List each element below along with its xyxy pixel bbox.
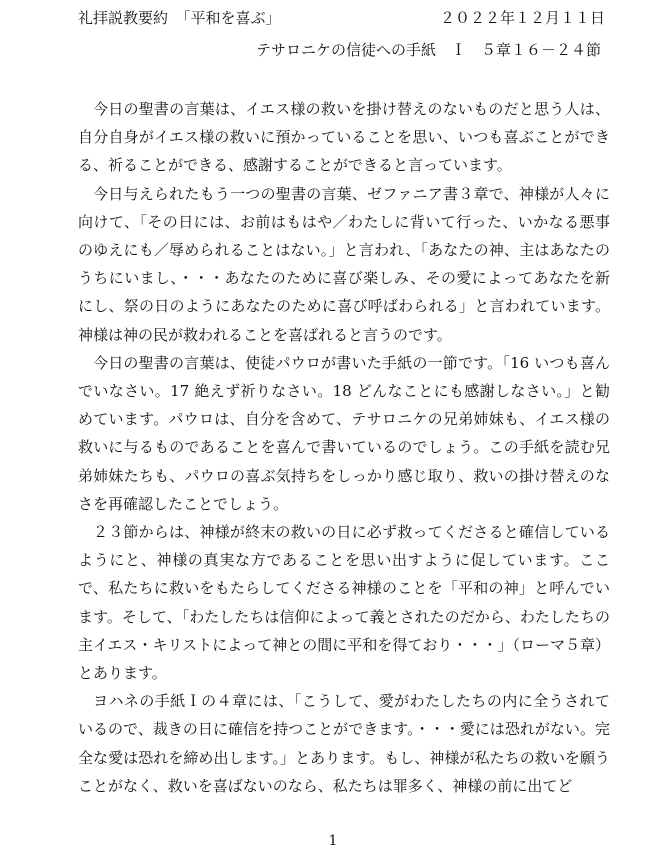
paragraph-3: 今日の聖書の言葉は、使徒パウロが書いた手紙の一節です。「16 いつも喜んでいなさい。17 絶えず祈りなさい。18 どんなことにも感謝しなさい。」と勧めています。パウロは、自分を含めて、テサロニケの兄弟姉妹も、イエス様の救いに与るものであることを喜んで書いているのでしょう。この手紙を読む兄弟姉妹たちも、パウロの喜ぶ気持ちをしっかり感じ取り、救いの掛け替えのなさを再確認したことでしょう。	[78, 353, 610, 513]
paragraph-1: 今日の聖書の言葉は、イエス様の救いを掛け替えのないものだと思う人は、自分自身がイエス様の救いに預かっていることを思い、いつも喜ぶことができる、祈ることができる、感謝することができると言っています。	[78, 100, 610, 175]
paragraph-4: ２３節からは、神様が終末の救いの日に必ず救ってくださると確信しているようにと、神様の真実な方であることを思い出すように促しています。ここで、私たちに救いをもたらしてくださる神様のことを「平和の神」と呼んでいます。そして、「わたしたちは信仰によって義とされたのだから、わたしたちの主イエス・キリストによって神との間に平和を得ており・・・」（ローマ５章）とあります。	[78, 523, 610, 683]
scripture-reference: テサロニケの信徒への手紙 Ｉ ５章１６－２４節	[256, 41, 602, 59]
page-number: 1	[328, 833, 338, 849]
sermon-date: ２０２２年１２月１１日	[440, 9, 606, 27]
sermon-title: 礼拝説教要約 「平和を喜ぶ」	[78, 9, 281, 27]
paragraph-5: ヨハネの手紙Ｉの４章には、「こうして、愛がわたしたちの内に全うされているので、裁きの日に確信を持つことができます。・・・愛には恐れがない。完全な愛は恐れを締め出します。」とあります。もし、神様が私たちの救いを願うことがなく、救いを喜ばないのなら、私たちは罪多く、神様の前に出てど	[78, 692, 610, 795]
paragraph-2: 今日与えられたもう一つの聖書の言葉、ゼファニア書３章で、神様が人々に向けて、「その日には、お前はもはや／わたしに背いて行った、いかなる悪事のゆえにも／辱められることはない。」と言われ、「あなたの神、主はあなたのうちにいまし、・・・あなたのために喜び楽しみ、その愛によってあなたを新にし、祭の日のようにあなたのために喜び呼ばわられる」と言われています。神様は神の民が救われることを喜ばれると言うのです。	[78, 184, 610, 344]
sermon-body	[78, 95, 610, 800]
